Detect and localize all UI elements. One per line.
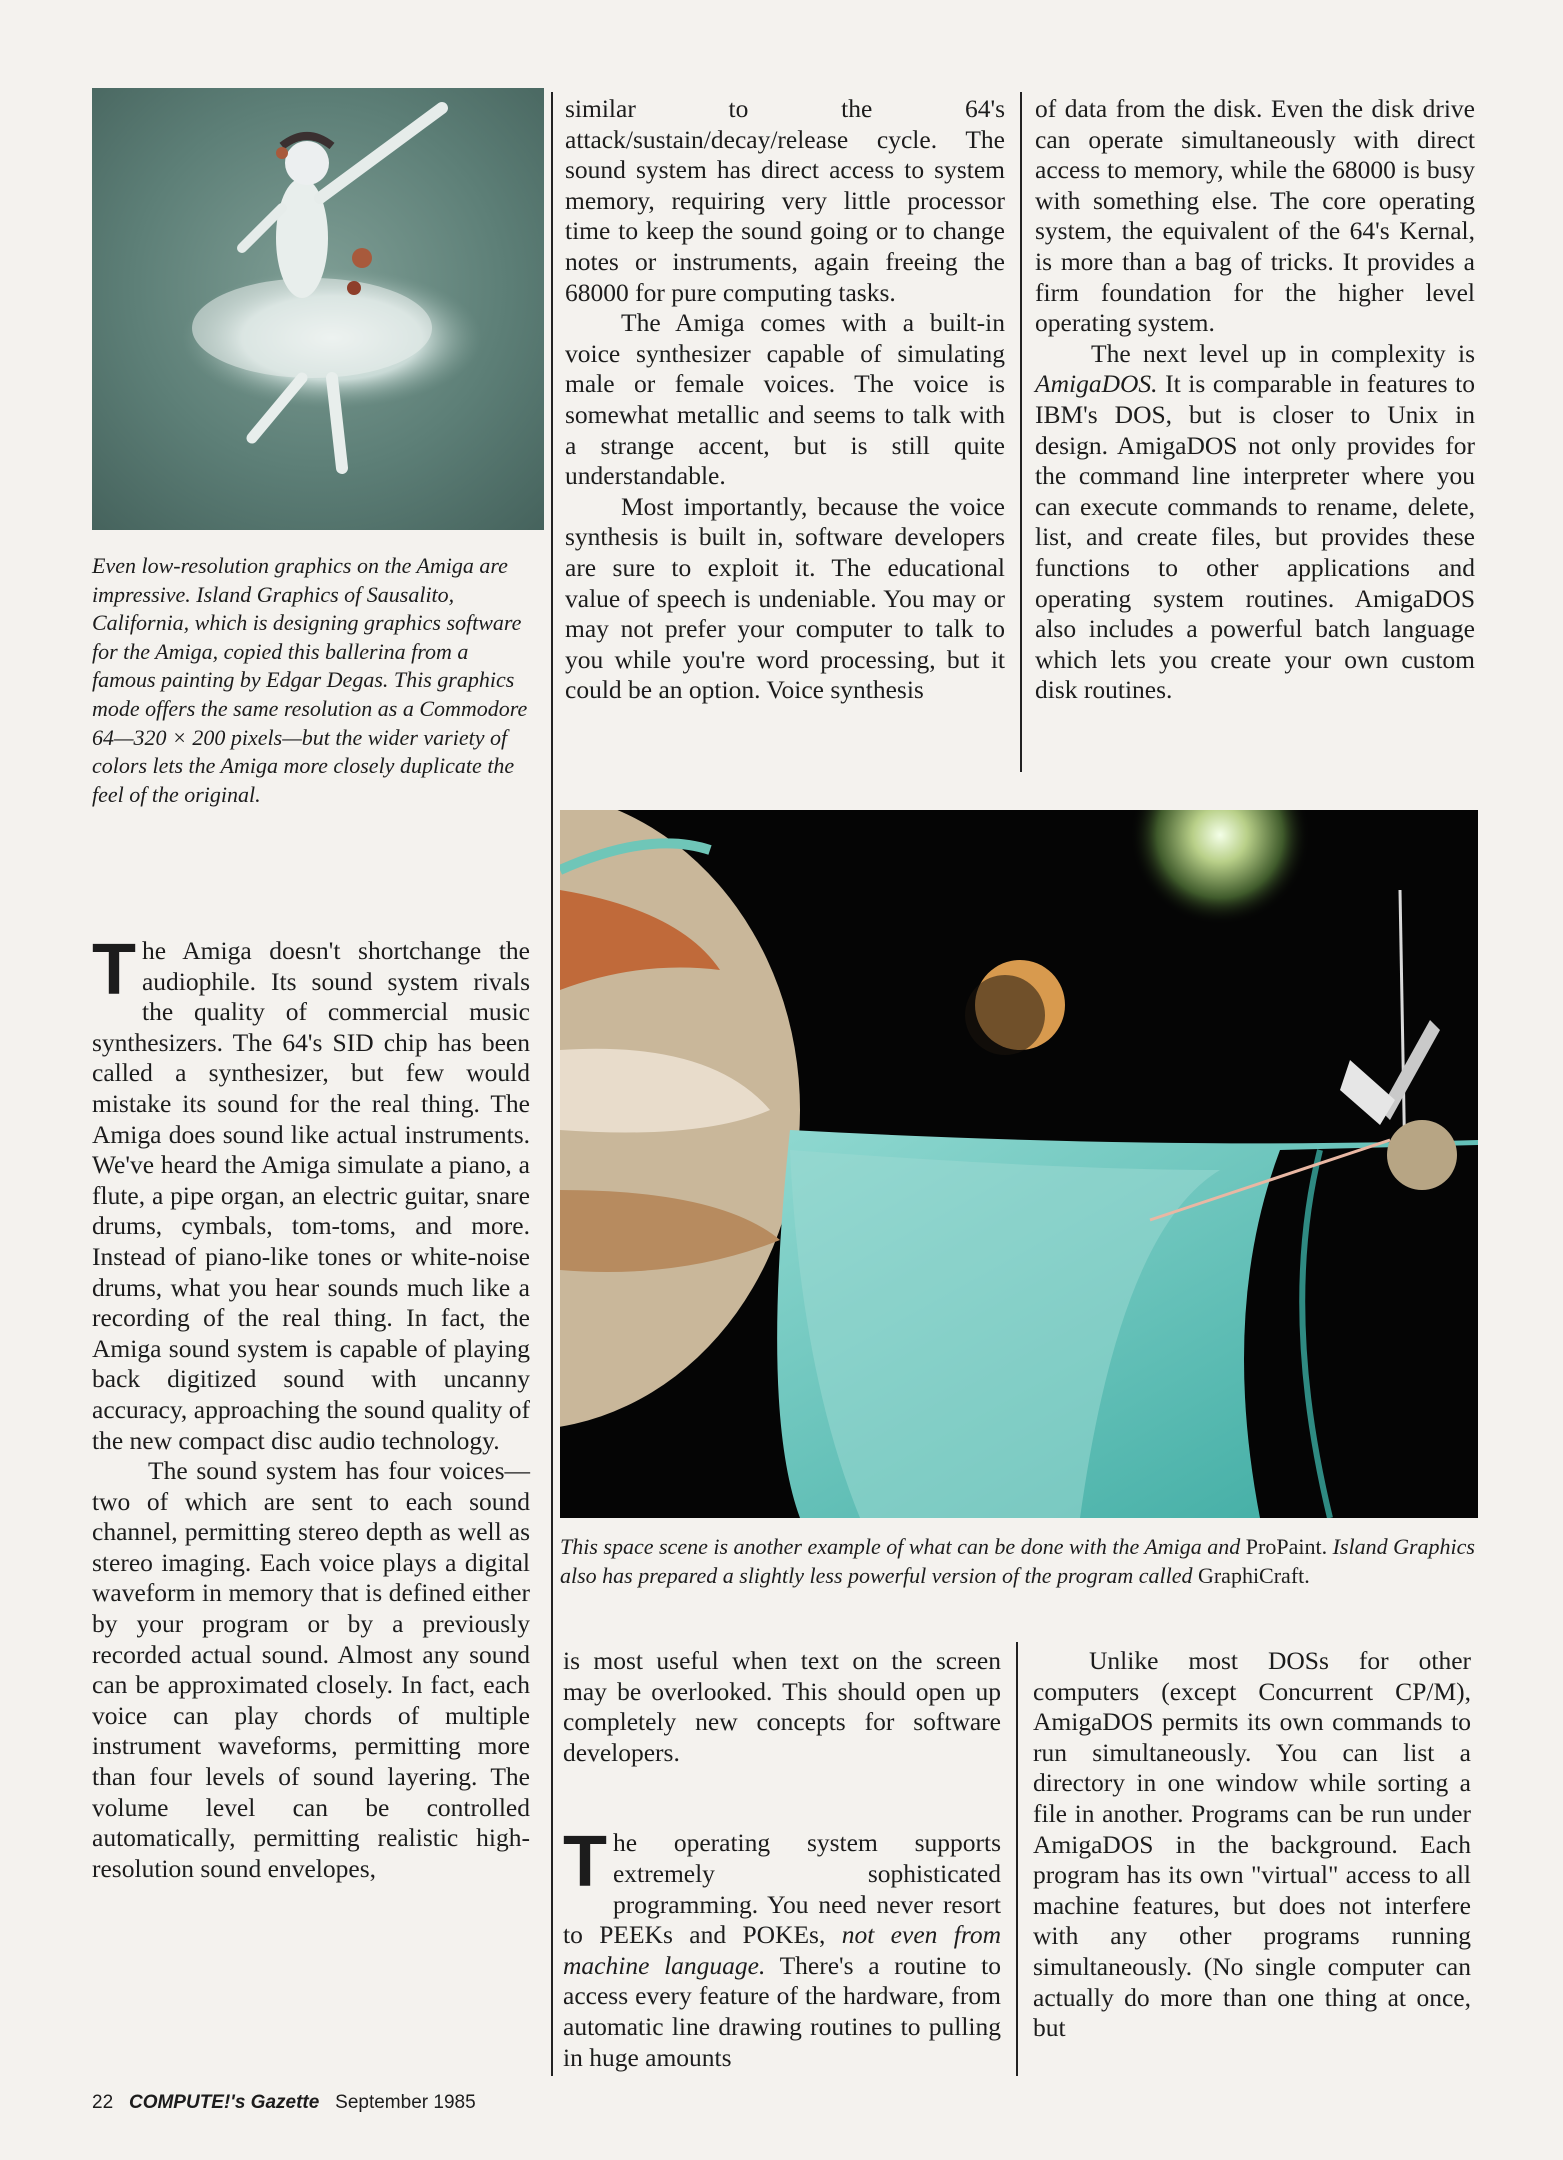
column-1-text (92, 930, 530, 1884)
paragraph-disk-data: of data from the disk. Even the disk drive can operate simultaneously with direct access to memory, while the 68000 is busy with something else. The core operating system, the equivalent of the 64's Kernal, is more than a bag of tricks. It provides a firm foundation for the higher level operating system. (1035, 94, 1475, 338)
propaint-name: ProPaint. (1245, 1534, 1328, 1559)
column-divider-3 (1016, 1642, 1018, 2076)
graphicraft-name: GraphiCraft. (1197, 1563, 1310, 1588)
issue-date: September 1985 (335, 2092, 476, 2113)
paragraph-adsr: similar to the 64's attack/sustain/decay/release cycle. The sound system has direct access to system memory, requiring very little processor time to keep the sound going or to change notes or instruments, again freeing the 68000 for pure computing tasks. (565, 94, 1005, 307)
column-3-upper-text (1035, 94, 1475, 706)
drop-cap-2: T (563, 1822, 607, 1903)
ballerina-illustration (92, 88, 544, 530)
space-scene-image (560, 810, 1478, 1518)
space-scene-illustration (560, 810, 1478, 1518)
paragraph-operating-system: The operating system supports extremely sophisticated programming. You need never resort to PEEKs and POKEs, not even from machine language. There's a routine to access every feature of the hardware, from automatic line drawing routines to pulling in huge amounts (563, 1822, 1001, 2072)
page-number: 22 (92, 2092, 114, 2113)
magazine-title: COMPUTE!'s Gazette (128, 2092, 320, 2113)
column-2-lower-text (563, 1646, 1001, 2073)
column-divider-2 (1020, 92, 1022, 772)
paragraph-voice-synth: The Amiga comes with a built-in voice synthesizer capable of simulating male or female voices. The voice is somewhat metallic and seems to talk with a strange accent, but is still quite understandable. (565, 308, 1005, 491)
drop-cap: T (92, 930, 136, 1010)
paragraph-sound-intro: The Amiga doesn't shortchange the audiophile. Its sound system rivals the quality of commercial music synthesizers. The 64's SID chip has been called a synthesizer, but few would mistake its sound for the real thing. The Amiga does sound like actual instruments. We've heard the Amiga simulate a piano, a flute, a pipe organ, an electric guitar, snare drums, cymbals, tom-toms, and more. Instead of piano-like tones or white-noise drums, what you hear sounds much like a recording of the real thing. In fact, the Amiga sound system is capable of playing back digitized sound with uncanny accuracy, approaching the sound quality of the new compact disc audio technology. (92, 930, 530, 1455)
column-2-upper-text (565, 94, 1005, 706)
paragraph-importantly: Most importantly, because the voice synthesis is built in, software developers are sure to exploit it. The educational value of speech is undeniable. You may or may not prefer your computer to talk to you while you're word processing, but it could be an option. Voice synthesis (565, 491, 1005, 705)
column-3-lower-text (1033, 1646, 1471, 2044)
ballerina-image (92, 88, 544, 530)
figure1-caption (92, 552, 532, 809)
paragraph-unlike-most-dos: Unlike most DOSs for other computers (except Concurrent CP/M), AmigaDOS permits its own commands to run simultaneously. You can list a directory in one window while sorting a file in another. Programs can be run under AmigaDOS in the background. Each program has its own "virtual" access to all machine features, but does not interfere with any other programs running simultaneously. (No single computer can actually do more than one thing at once, but (1033, 1646, 1471, 2043)
page-footer (92, 2092, 476, 2114)
figure2-caption: This space scene is another example of what can be done with the Amiga and ProPaint. Island Graphics also has prepared a slightly less powerful version of the program called GraphiCraft. (560, 1534, 1475, 1588)
figure1-caption-text: Even low-resolution graphics on the Amiga are impressive. Island Graphics of Sausalito, California, which is designing graphics software for the Amiga, copied this ballerina from a famous painting by Edgar Degas. This graphics mode offers the same resolution as a Commodore 64—320 × 200 pixels—but the wider variety of colors lets the Amiga more closely duplicate the feel of the original. (92, 553, 528, 807)
paragraph-amigados: The next level up in complexity is AmigaDOS. It is comparable in features to IBM's DOS, but is closer to Unix in design. AmigaDOS not only provides for the command line interpreter where you can execute commands to rename, delete, list, and create files, but provides these functions to other applications and operating system routines. AmigaDOS also includes a powerful batch language which lets you create your own custom disk routines. (1035, 338, 1475, 705)
column-divider-1 (551, 92, 553, 2076)
paragraph-most-useful: is most useful when text on the screen may be overlooked. This should open up completely new concepts for software developers. (563, 1646, 1001, 1767)
paragraph-four-voices: The sound system has four voices—two of which are sent to each sound channel, permitting stereo depth as well as stereo imaging. Each voice plays a digital waveform in memory that is defined either by your program or by a previously recorded actual sound. Almost any sound can be approximated closely. In fact, each voice can play chords of multiple instrument waveforms, permitting more than four levels of sound layering. The volume level can be controlled automatically, permitting realistic high-resolution sound envelopes, (92, 1456, 530, 1883)
